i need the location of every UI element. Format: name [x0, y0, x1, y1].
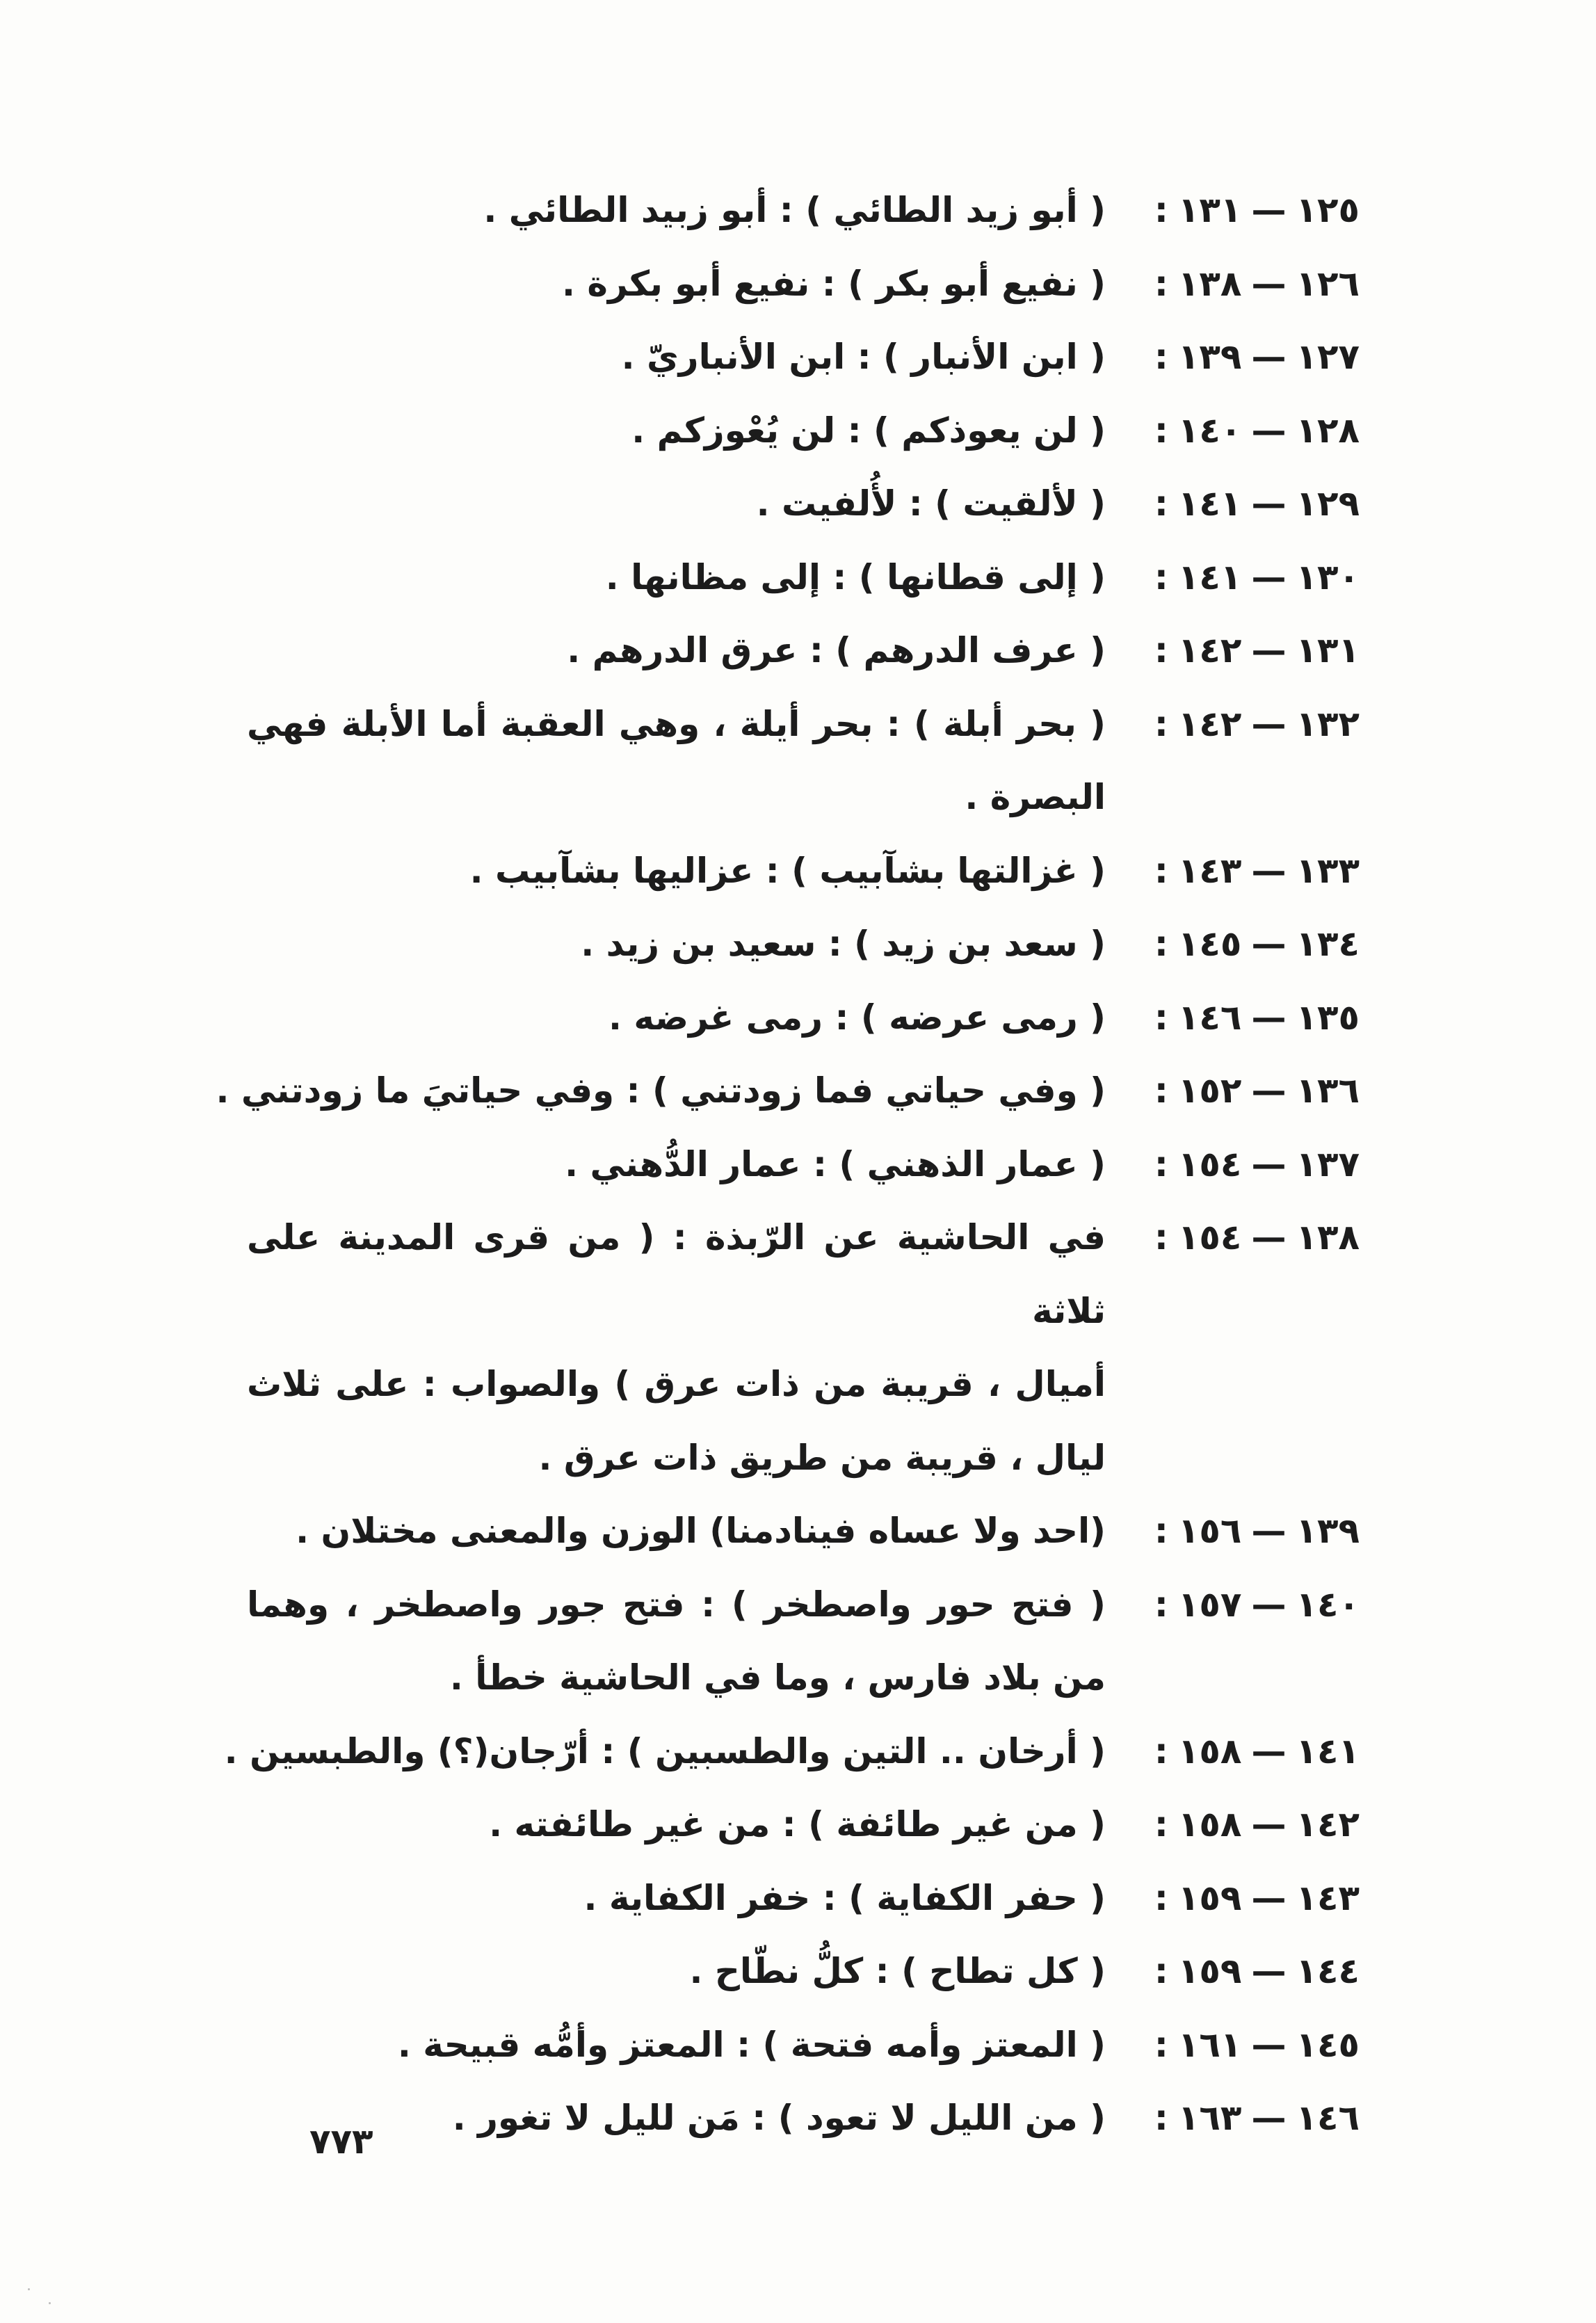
- separator: —: [1251, 1804, 1287, 1844]
- colon: :: [1154, 1804, 1168, 1844]
- correction-entry: [247, 2082, 1360, 2155]
- entry-text-line: من بلاد فارس ، وما في الحاشية خطأ .: [449, 1657, 1106, 1698]
- entry-number: ١٢٨: [1296, 410, 1360, 451]
- correction-entry: [216, 1054, 1360, 1128]
- entry-number: ١٢٦: [1296, 263, 1360, 304]
- entry-text-line: في الحاشية عن الرّبذة : ( من قرى المدينة على ثلاثة: [247, 1217, 1106, 1331]
- correction-entry: [247, 1495, 1360, 1568]
- correction-entry: [247, 174, 1360, 248]
- entry-text-line: ( بحر أبلة ) : بحر أيلة ، وهي العقبة أما الأبلة فهي: [247, 703, 1106, 744]
- entry-text-line: ( عرف الدرهم ) : عرق الدرهم .: [567, 630, 1106, 670]
- page-ref: ١٤٣: [1177, 850, 1242, 891]
- entry-reference: [1106, 1128, 1360, 1202]
- page-ref: ١٥٤: [1177, 1217, 1242, 1257]
- page-number: ٧٧٣: [309, 2121, 373, 2162]
- colon: :: [1154, 337, 1168, 377]
- page-ref: ١٤١: [1177, 483, 1242, 524]
- colon: :: [1154, 630, 1168, 670]
- separator: —: [1251, 1143, 1287, 1184]
- separator: —: [1251, 630, 1287, 670]
- entry-text-line: (احد ولا عساه فينادمنا) الوزن والمعنى مختلان .: [296, 1511, 1106, 1551]
- correction-entry: [247, 467, 1360, 541]
- separator: —: [1251, 1217, 1287, 1257]
- correction-entry: [224, 1715, 1360, 1789]
- entry-number: ١٣١: [1296, 630, 1360, 670]
- entry-reference: [1106, 321, 1360, 394]
- colon: :: [1154, 410, 1168, 451]
- colon: :: [1154, 2024, 1168, 2065]
- entry-text-line: ( وفي حياتي فما زودتني ) : وفي حياتيَ ما زودتني .: [216, 1070, 1106, 1111]
- entry-number: ١٢٧: [1296, 337, 1360, 377]
- entry-number: ١٤٥: [1296, 2024, 1360, 2065]
- separator: —: [1251, 1951, 1287, 1991]
- correction-entry: [247, 1128, 1360, 1202]
- scan-speck: [49, 2302, 51, 2304]
- colon: :: [1154, 2098, 1168, 2138]
- correction-entry: [247, 835, 1360, 908]
- colon: :: [1154, 703, 1168, 744]
- entry-text-line: ( غزالتها بشآبيب ) : عزاليها بشآبيب .: [469, 850, 1106, 891]
- page-ref: ١٦١: [1177, 2024, 1242, 2065]
- entry-reference: [1106, 835, 1360, 908]
- entry-text-line: ( كل تطاح ) : كلُّ نطّاح .: [689, 1951, 1106, 1991]
- separator: —: [1251, 483, 1287, 524]
- page-ref: ١٥٩: [1177, 1877, 1242, 1918]
- colon: :: [1154, 1511, 1168, 1551]
- entry-reference: [1106, 2009, 1360, 2082]
- colon: :: [1154, 924, 1168, 964]
- correction-entry: [247, 688, 1360, 835]
- page-ref: ١٥٨: [1177, 1730, 1242, 1771]
- colon: :: [1154, 1217, 1168, 1257]
- separator: —: [1251, 1511, 1287, 1551]
- correction-entry: [247, 1788, 1360, 1862]
- entry-text-line: البصرة .: [965, 777, 1106, 817]
- colon: :: [1154, 850, 1168, 891]
- colon: :: [1154, 1143, 1168, 1184]
- page-ref: ١٣٩: [1177, 337, 1242, 377]
- colon: :: [1154, 483, 1168, 524]
- entry-number: ١٤٤: [1296, 1951, 1360, 1991]
- entry-text-line: ( أرخان .. التين والطسبين ) : أرّجان(؟) والطبسين .: [224, 1730, 1106, 1771]
- entry-text-line: ( المعتز وأمه فتحة ) : المعتز وأمُّه قبيحة .: [397, 2024, 1106, 2065]
- entry-number: ١٤٢: [1296, 1804, 1360, 1844]
- entry-text-line: ( إلى قطانها ) : إلى مظانها .: [605, 556, 1106, 597]
- entry-reference: [1106, 688, 1360, 835]
- scan-speck: [28, 2288, 30, 2290]
- entry-reference: [1106, 174, 1360, 248]
- entry-number: ١٣٢: [1296, 703, 1360, 744]
- entry-text-line: ليال ، قريبة من طريق ذات عرق .: [538, 1437, 1106, 1478]
- correction-entry: [247, 2009, 1360, 2082]
- entry-number: ١٣٤: [1296, 924, 1360, 964]
- separator: —: [1251, 190, 1287, 230]
- separator: —: [1251, 410, 1287, 451]
- entry-text-line: ( لألقيت ) : لأُلفيت .: [756, 483, 1106, 524]
- entry-reference: [1106, 394, 1360, 468]
- colon: :: [1154, 1877, 1168, 1918]
- entry-number: ١٢٩: [1296, 483, 1360, 524]
- separator: —: [1251, 703, 1287, 744]
- correction-entry: [247, 248, 1360, 321]
- entry-reference: [1106, 614, 1360, 688]
- entry-text-line: ( لن يعوذكم ) : لن يُعْوزكم .: [631, 410, 1106, 451]
- entry-number: ١٤٣: [1296, 1877, 1360, 1918]
- separator: —: [1251, 1070, 1287, 1111]
- page-ref: ١٣٨: [1177, 263, 1242, 304]
- entry-number: ١٣٨: [1296, 1217, 1360, 1257]
- entry-text-line: ( عمار الذهني ) : عمار الدُّهني .: [565, 1143, 1106, 1184]
- entry-text-line: ( ابن الأنبار ) : ابن الأنباريّ .: [621, 337, 1106, 377]
- correction-entry: [247, 321, 1360, 394]
- page-ref: ١٥٤: [1177, 1143, 1242, 1184]
- entry-reference: [1106, 1568, 1360, 1715]
- colon: :: [1154, 1730, 1168, 1771]
- entry-reference: [1106, 1935, 1360, 2009]
- colon: :: [1154, 556, 1168, 597]
- entry-reference: [1106, 1862, 1360, 1936]
- entry-number: ١٣٩: [1296, 1511, 1360, 1551]
- entry-text-line: ( من غير طائفة ) : من غير طائفته .: [489, 1804, 1106, 1844]
- entry-text-line: أميال ، قريبة من ذات عرق ) والصواب : على ثلاث: [247, 1364, 1106, 1404]
- separator: —: [1251, 924, 1287, 964]
- entry-number: ١٢٥: [1296, 190, 1360, 230]
- entry-number: ١٣٥: [1296, 997, 1360, 1038]
- correction-entry: [247, 1568, 1360, 1715]
- correction-entry: [247, 541, 1360, 615]
- page-ref: ١٥٨: [1177, 1804, 1242, 1844]
- separator: —: [1251, 2024, 1287, 2065]
- correction-entry: [247, 981, 1360, 1055]
- entry-reference: [1106, 467, 1360, 541]
- correction-entry: [247, 1201, 1360, 1495]
- separator: —: [1251, 1730, 1287, 1771]
- entry-reference: [1106, 541, 1360, 615]
- entry-reference: [1106, 1715, 1360, 1789]
- separator: —: [1251, 263, 1287, 304]
- page-ref: ١٥٢: [1177, 1070, 1242, 1111]
- entry-reference: [1106, 1054, 1360, 1128]
- entry-number: ١٤١: [1296, 1730, 1360, 1771]
- page-ref: ١٥٧: [1177, 1584, 1242, 1625]
- entry-text-line: ( سعد بن زيد ) : سعيد بن زيد .: [581, 924, 1106, 964]
- entry-number: ١٣٠: [1296, 556, 1360, 597]
- page-ref: ١٤٥: [1177, 924, 1242, 964]
- page-ref: ١٣١: [1177, 190, 1242, 230]
- page-ref: ١٤٠: [1177, 410, 1242, 451]
- page-ref: ١٤٢: [1177, 703, 1242, 744]
- entry-text-line: ( رمى عرضه ) : رمى غرضه .: [608, 997, 1106, 1038]
- correction-entry: [247, 614, 1360, 688]
- entry-text-line: ( أبو زيد الطائي ) : أبو زبيد الطائي .: [483, 190, 1106, 230]
- entry-reference: [1106, 908, 1360, 981]
- correction-entry: [247, 394, 1360, 468]
- separator: —: [1251, 1877, 1287, 1918]
- colon: :: [1154, 997, 1168, 1038]
- separator: —: [1251, 2098, 1287, 2138]
- corrections-list: [216, 174, 1360, 2155]
- separator: —: [1251, 1584, 1287, 1625]
- page-ref: ١٤٢: [1177, 630, 1242, 670]
- colon: :: [1154, 263, 1168, 304]
- separator: —: [1251, 556, 1287, 597]
- colon: :: [1154, 1070, 1168, 1111]
- entry-text-line: ( من الليل لا تعود ) : مَن لليل لا تغور .: [452, 2098, 1106, 2138]
- separator: —: [1251, 850, 1287, 891]
- correction-entry: [247, 1935, 1360, 2009]
- entry-reference: [1106, 1201, 1360, 1495]
- separator: —: [1251, 997, 1287, 1038]
- separator: —: [1251, 337, 1287, 377]
- page-ref: ١٦٣: [1177, 2098, 1242, 2138]
- correction-entry: [247, 1862, 1360, 1936]
- entry-number: ١٣٧: [1296, 1143, 1360, 1184]
- entry-reference: [1106, 1788, 1360, 1862]
- entry-reference: [1106, 1495, 1360, 1568]
- entry-text-line: ( فتح حور واصطخر ) : فتح جور واصطخر ، وهما: [247, 1584, 1106, 1625]
- colon: :: [1154, 190, 1168, 230]
- entry-reference: [1106, 981, 1360, 1055]
- colon: :: [1154, 1951, 1168, 1991]
- page-ref: ١٤١: [1177, 556, 1242, 597]
- entry-reference: [1106, 2082, 1360, 2155]
- page-ref: ١٤٦: [1177, 997, 1242, 1038]
- entry-text-line: ( حفر الكفاية ) : خفر الكفاية .: [583, 1877, 1106, 1918]
- entry-number: ١٣٣: [1296, 850, 1360, 891]
- entry-reference: [1106, 248, 1360, 321]
- correction-entry: [247, 908, 1360, 981]
- entry-text-line: ( نفيع أبو بكر ) : نفيع أبو بكرة .: [562, 263, 1106, 304]
- entry-number: ١٣٦: [1296, 1070, 1360, 1111]
- entry-number: ١٤٠: [1296, 1584, 1360, 1625]
- colon: :: [1154, 1584, 1168, 1625]
- page-ref: ١٥٦: [1177, 1511, 1242, 1551]
- entry-number: ١٤٦: [1296, 2098, 1360, 2138]
- page-ref: ١٥٩: [1177, 1951, 1242, 1991]
